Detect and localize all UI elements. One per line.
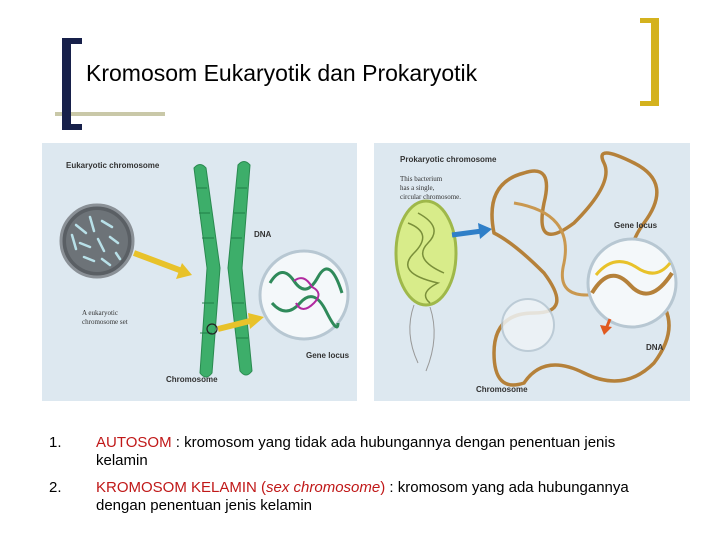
list-number: 1. [49, 434, 62, 451]
right-bracket-bottom [640, 101, 659, 106]
bacterium-note-line2: has a single, [400, 184, 435, 192]
list-number: 2. [49, 479, 62, 496]
left-bracket [62, 38, 71, 130]
eukaryotic-figure [42, 143, 357, 401]
prokaryotic-figure [374, 143, 690, 401]
list-term: KROMOSOM KELAMIN ( [96, 479, 267, 496]
list-term-italic: sex chromosome [266, 479, 381, 496]
set-caption-line1: A eukaryotic [82, 309, 118, 317]
dna-label: DNA [254, 230, 272, 239]
list-term: AUTOSOM [96, 434, 172, 451]
dna-label-right: DNA [646, 343, 664, 352]
list-definition: : kromosom yang ada hubungannya dengan penentuan jenis kelamin [96, 479, 629, 514]
eukaryotic-title: Eukaryotic chromosome [66, 161, 160, 170]
right-bracket-top [640, 18, 659, 23]
slide-title: Kromosom Eukaryotik dan Prokaryotik [86, 60, 478, 86]
chromosome-label-right: Chromosome [476, 385, 528, 394]
prokaryotic-title: Prokaryotic chromosome [400, 155, 497, 164]
left-bracket-bottom [62, 124, 82, 130]
chromosome-label: Chromosome [166, 375, 218, 384]
list-term-end: ) [380, 479, 386, 496]
gene-locus-label-right: Gene locus [614, 221, 658, 230]
set-caption-line2: chromosome set [82, 318, 128, 326]
bacterium-note-line1: This bacterium [400, 175, 443, 183]
bacterium-note-line3: circular chromosome. [400, 193, 462, 201]
list-text [96, 434, 636, 470]
title-underline [55, 112, 165, 116]
gene-locus-label: Gene locus [306, 351, 350, 360]
left-bracket-top [62, 38, 82, 44]
list-text [96, 479, 636, 515]
list-definition: : kromosom yang tidak ada hubungannya dengan penentuan jenis kelamin [96, 434, 616, 469]
right-bracket [651, 18, 659, 106]
eukaryotic-illustration [42, 143, 357, 401]
